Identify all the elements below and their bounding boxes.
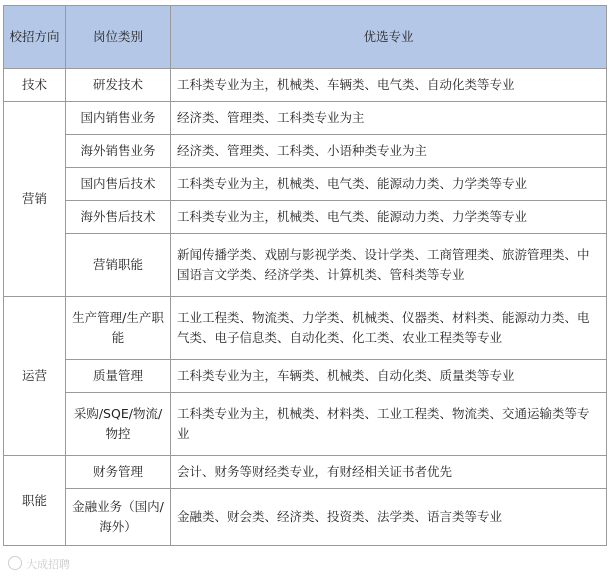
header-majors: 优选专业 (171, 6, 607, 69)
majors-cell: 会计、财务等财经类专业，有财经相关证书者优先 (171, 456, 607, 489)
watermark (8, 556, 70, 572)
watermark-logo-icon (8, 556, 22, 570)
category-cell: 财务管理 (66, 456, 171, 489)
category-cell: 金融业务（国内/海外） (66, 489, 171, 546)
category-cell: 研发技术 (66, 69, 171, 102)
table-header-row (4, 6, 607, 69)
majors-cell: 工科类专业为主，机械类、电气类、能源动力类、力学类等专业 (171, 168, 607, 201)
majors-cell: 新闻传播学类、戏剧与影视学类、设计学类、工商管理类、旅游管理类、中国语言文学类、经济学类、计算机类、管科类等专业 (171, 234, 607, 297)
category-cell: 海外销售业务 (66, 135, 171, 168)
majors-cell: 金融类、财会类、经济类、投资类、法学类、语言类等专业 (171, 489, 607, 546)
table-row (4, 393, 607, 456)
table-row (4, 135, 607, 168)
category-cell: 质量管理 (66, 360, 171, 393)
table-row (4, 201, 607, 234)
table-row (4, 69, 607, 102)
direction-cell-functions: 职能 (4, 456, 66, 546)
watermark-text: 大成招聘 (26, 558, 70, 571)
majors-cell: 工科类专业为主，机械类、车辆类、电气类、自动化类等专业 (171, 69, 607, 102)
category-cell: 采购/SQE/物流/物控 (66, 393, 171, 456)
table-row (4, 234, 607, 297)
direction-cell-tech: 技术 (4, 69, 66, 102)
table-row (4, 168, 607, 201)
majors-cell: 经济类、管理类、工科类专业为主 (171, 102, 607, 135)
majors-cell: 工科类专业为主，机械类、材料类、工业工程类、物流类、交通运输类等专业 (171, 393, 607, 456)
table-row (4, 360, 607, 393)
table-row (4, 456, 607, 489)
table-row (4, 102, 607, 135)
majors-cell: 工业工程类、物流类、力学类、机械类、仪器类、材料类、能源动力类、电气类、电子信息类、自动化类、化工类、农业工程类等专业 (171, 297, 607, 360)
direction-cell-marketing: 营销 (4, 102, 66, 297)
category-cell: 国内销售业务 (66, 102, 171, 135)
header-direction: 校招方向 (4, 6, 66, 69)
majors-cell: 工科类专业为主，机械类、电气类、能源动力类、力学类等专业 (171, 201, 607, 234)
category-cell: 生产管理/生产职能 (66, 297, 171, 360)
category-cell: 国内售后技术 (66, 168, 171, 201)
recruitment-table (3, 5, 607, 546)
table-row (4, 489, 607, 546)
category-cell: 营销职能 (66, 234, 171, 297)
direction-cell-operations: 运营 (4, 297, 66, 456)
header-category: 岗位类别 (66, 6, 171, 69)
majors-cell: 经济类、管理类、工科类、小语种类专业为主 (171, 135, 607, 168)
category-cell: 海外售后技术 (66, 201, 171, 234)
majors-cell: 工科类专业为主，车辆类、机械类、自动化类、质量类等专业 (171, 360, 607, 393)
table-row (4, 297, 607, 360)
